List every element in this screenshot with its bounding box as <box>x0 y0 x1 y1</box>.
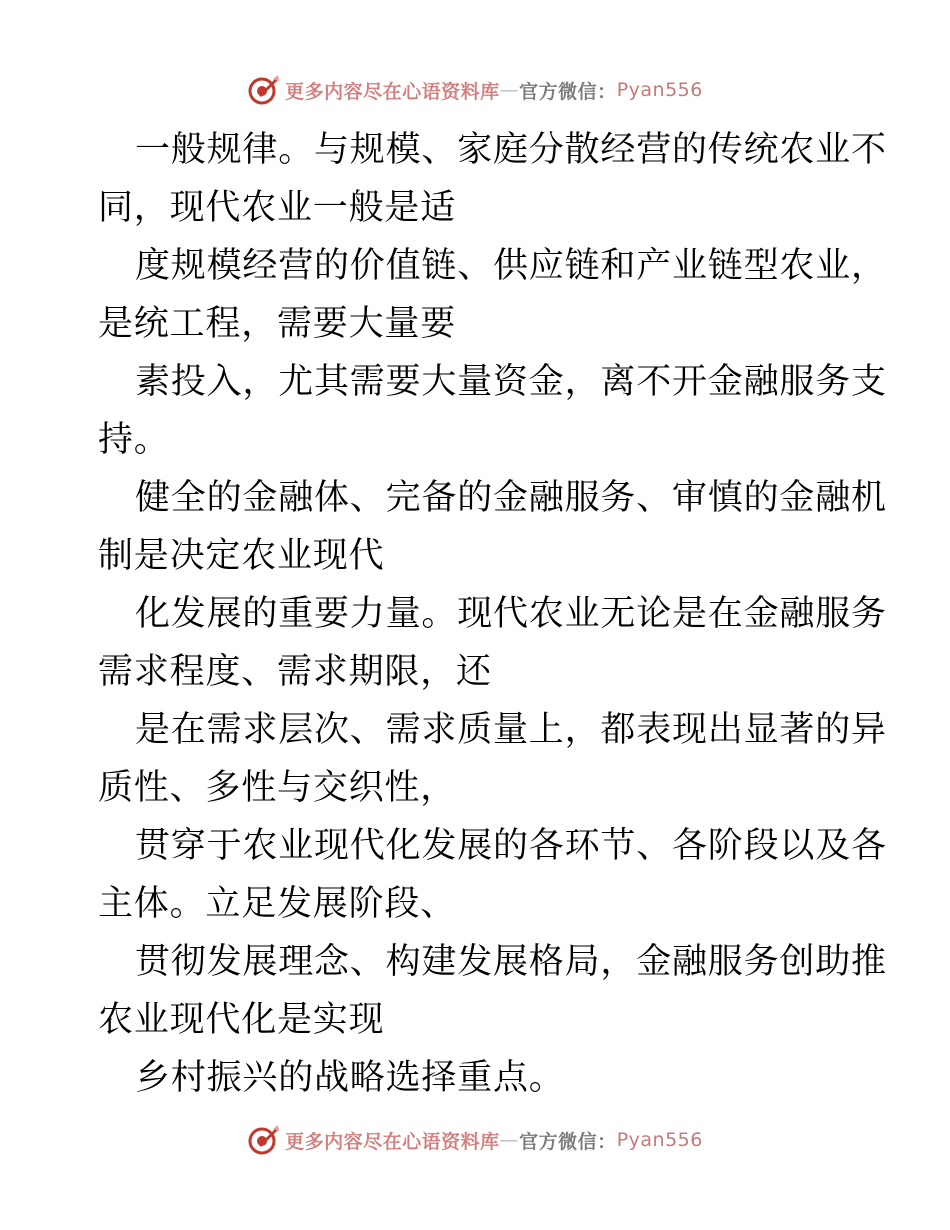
paragraph-line: 素投入，尤其需要大量资金，离不开金融服务支 <box>135 362 887 402</box>
paragraph-line: 一般规律。与规模、家庭分散经营的传统农业不 <box>135 130 887 170</box>
paragraph-line: 化发展的重要力量。现代农业无论是在金融服务 <box>135 594 887 634</box>
paragraph <box>98 933 887 1049</box>
paragraph-line: 乡村振兴的战略选择重点。 <box>135 1058 565 1098</box>
paragraph <box>98 353 887 469</box>
paragraph-line: 持。 <box>98 420 170 460</box>
paragraph-line: 需求程度、需求期限，还 <box>98 652 492 692</box>
watermark-dash: — <box>499 1129 520 1151</box>
watermark-wechat-id: Pyan556 <box>616 1129 703 1151</box>
paragraph-line: 农业现代化是实现 <box>98 1000 385 1040</box>
paragraph <box>98 817 887 933</box>
footer-watermark <box>0 1120 950 1160</box>
paragraph <box>98 585 887 701</box>
watermark-wechat-id: Pyan556 <box>616 79 703 101</box>
paragraph-line: 同，现代农业一般是适 <box>98 188 457 228</box>
paragraph-line: 质性、多性与交织性， <box>98 768 457 808</box>
paragraph-line: 主体。立足发展阶段、 <box>98 884 457 924</box>
watermark-label: 官方微信： <box>519 80 617 103</box>
paragraph-line: 健全的金融体、完备的金融服务、审慎的金融机 <box>135 478 887 518</box>
paragraph-line: 是在需求层次、需求质量上，都表现出显著的异 <box>135 710 887 750</box>
quill-logo-icon <box>247 73 281 107</box>
watermark-brand: 更多内容尽在心语资料库 <box>285 80 500 103</box>
watermark-label: 官方微信： <box>519 1130 617 1153</box>
quill-logo-icon <box>247 1123 281 1157</box>
header-watermark <box>0 70 950 110</box>
document-body <box>98 121 887 1107</box>
watermark-brand: 更多内容尽在心语资料库 <box>285 1130 500 1153</box>
paragraph-line: 贯彻发展理念、构建发展格局，金融服务创助推 <box>135 942 887 982</box>
paragraph <box>98 121 887 237</box>
paragraph-line: 贯穿于农业现代化发展的各环节、各阶段以及各 <box>135 826 887 866</box>
paragraph <box>98 237 887 353</box>
paragraph <box>98 701 887 817</box>
paragraph-line: 制是决定农业现代 <box>98 536 385 576</box>
paragraph <box>98 469 887 585</box>
paragraph-line: 是统工程，需要大量要 <box>98 304 457 344</box>
watermark-dash: — <box>499 79 520 101</box>
paragraph <box>98 1049 858 1107</box>
paragraph-line: 度规模经营的价值链、供应链和产业链型农业， <box>135 246 887 286</box>
